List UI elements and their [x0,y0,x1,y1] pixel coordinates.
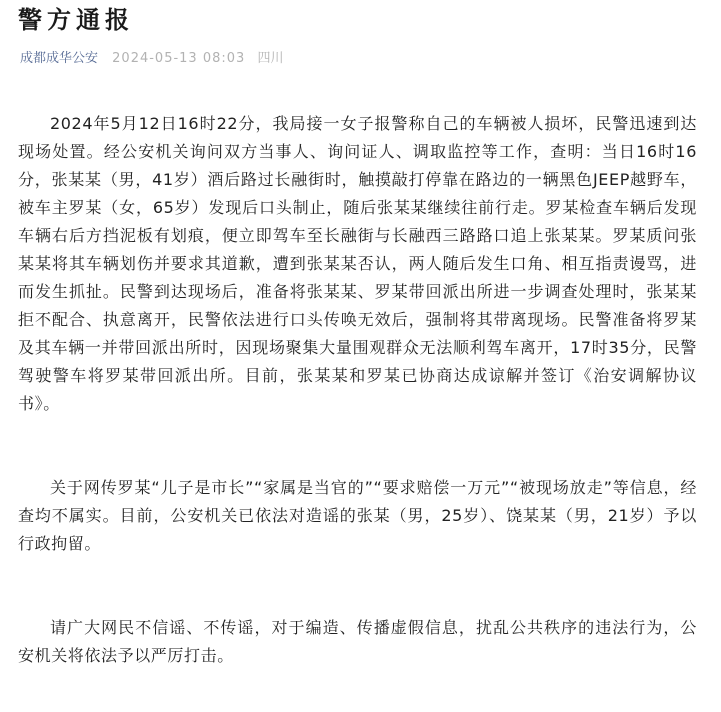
paragraph-incident: 2024年5月12日16时22分，我局接一女子报警称自己的车辆被人损坏，民警迅速到达现场处置。经公安机关询问双方当事人、询问证人、调取监控等工作，查明：当日16时16分，张某某（男，41岁）酒后路过长融街时，触摸敲打停靠在路边的一辆黑色JEEP越野车，被车主罗某（女，65岁）发现后口头制止，随后张某某继续往前行走。罗某检查车辆后发现车辆右后方挡泥板有划痕，便立即驾车至长融街与长融西三路路口追上张某某。罗某质问张某某将其车辆划伤并要求其道歉，遭到张某某否认，两人随后发生口角、相互指责谩骂，进而发生抓扯。民警到达现场后，准备将张某某、罗某带回派出所进一步调查处理时，张某某拒不配合、执意离开，民警依法进行口头传唤无效后，强制将其带离现场。民警准备将罗某及其车辆一并带回派出所时，因现场聚集大量围观群众无法顺利驾车离开，17时35分，民警驾驶警车将罗某带回派出所。目前，张某某和罗某已协商达成谅解并签订《治安调解协议书》。 [18,114,697,413]
publish-datetime: 2024-05-13 08:03 [112,51,246,66]
article-title: 警方通报 [18,6,134,34]
paragraph-warning: 请广大网民不信谣、不传谣，对于编造、传播虚假信息，扰乱公共秩序的违法行为，公安机关将依法予以严厉打击。 [18,618,697,665]
source-account-link[interactable]: 成都成华公安 [20,51,99,66]
paragraph-rumor-clarification: 关于网传罗某“儿子是市长”“家属是当官的”“要求赔偿一万元”“被现场放走”等信息，经查均不属实。目前，公安机关已依法对造谣的张某（男，25岁）、饶某某（男，21岁）予以行政拘留。 [18,478,697,553]
publish-location: 四川 [257,51,284,66]
article-meta [18,49,703,69]
